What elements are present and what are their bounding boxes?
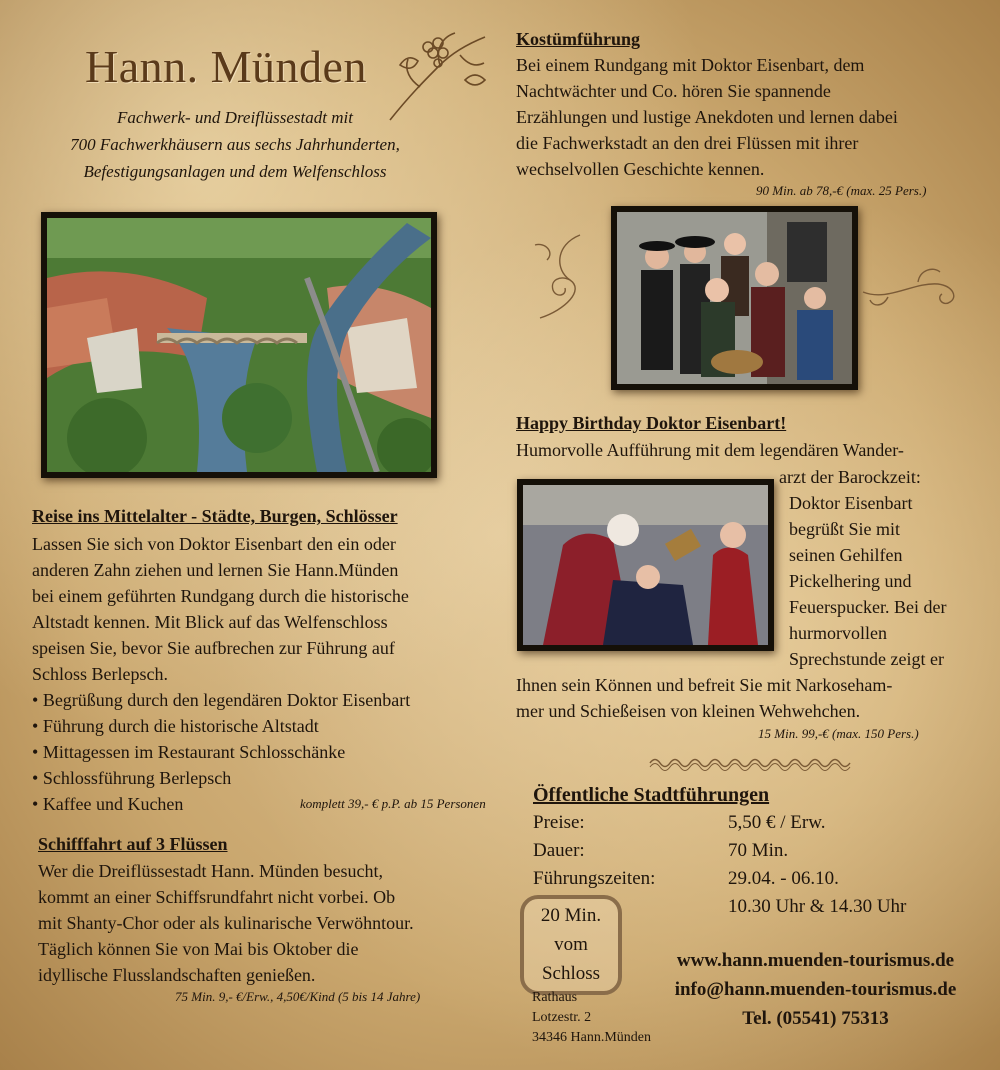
kostuem-price-note: 90 Min. ab 78,-€ (max. 25 Pers.) [756, 183, 927, 198]
badge-line: 20 Min. [540, 905, 602, 926]
address-line: 34346 Hann.Münden [532, 1030, 651, 1045]
text-line: Erzählungen und lustige Anekdoten und lernen dabei [516, 107, 898, 127]
contact-block [648, 946, 983, 1033]
schifffahrt-price-note: 75 Min. 9,- €/Erw., 4,50€/Kind (5 bis 14 Jahre) [175, 989, 421, 1004]
list-item: • Begrüßung durch den legendären Doktor Eisenbart [32, 687, 502, 713]
birthday-price-note: 15 Min. 99,-€ (max. 150 Pers.) [758, 726, 919, 741]
address-line: Rathaus [532, 990, 578, 1005]
text-line: Feuerspucker. Bei der [789, 597, 947, 617]
text-line: Ihnen sein Können und befreit Sie mit Narkoseham- [516, 675, 893, 695]
text-line: hurmorvollen [789, 623, 887, 643]
page-title: Hann. Münden [85, 41, 367, 92]
row-value: 70 Min. [728, 840, 789, 861]
text-line: Schloss Berlepsch. [32, 664, 168, 684]
website-link[interactable]: www.hann.muenden-tourismus.de [676, 950, 955, 971]
list-item: • Kaffee und Kuchen [32, 791, 502, 817]
subtitle-line: Fachwerk- und Dreiflüssestadt mit [117, 108, 353, 127]
text-line: Lassen Sie sich von Doktor Eisenbart den ein oder [32, 534, 396, 554]
text-line: bei einem geführten Rundgang durch die historische [32, 586, 409, 606]
text-line: kommt an einer Schiffsrundfahrt nicht vorbei. Ob [38, 887, 396, 907]
text-line: Altstadt kennen. Mit Blick auf das Welfenschloss [32, 612, 388, 632]
address-block [532, 988, 651, 1048]
scroll-flourish-right-icon [858, 262, 968, 312]
text-line: Täglich können Sie von Mai bis Oktober die [38, 939, 359, 959]
text-line: Sprechstunde zeigt er [789, 649, 944, 669]
text-line: idyllische Flusslandschaften genießen. [38, 965, 316, 985]
text-line: arzt der Barockzeit: [779, 467, 921, 487]
address-line: Lotzestr. 2 [532, 1010, 592, 1025]
text-line: Doktor Eisenbart [789, 493, 913, 513]
text-line: begrüßt Sie mit [789, 519, 900, 539]
wave-border-ornament-icon [648, 755, 858, 771]
schifffahrt-heading: Schifffahrt auf 3 Flüssen [38, 834, 228, 854]
reise-price-note: komplett 39,- € p.P. ab 15 Personen [300, 796, 486, 811]
list-item: • Mittagessen im Restaurant Schlosschänke [32, 739, 502, 765]
birthday-first-line: Humorvolle Aufführung mit dem legendären Wander- [516, 440, 904, 460]
text-line: seinen Gehilfen [789, 545, 903, 565]
text-line: mer und Schießeisen von kleinen Wehwehchen. [516, 701, 861, 721]
table-row [533, 812, 906, 840]
birthday-tail-text [516, 672, 986, 724]
text-line: die Fachwerkstadt an den drei Flüssen mit ihrer [516, 133, 859, 153]
table-row [533, 840, 906, 868]
row-label: Führungszeiten: [533, 868, 656, 889]
email-link[interactable]: info@hann.muenden-tourismus.de [674, 979, 957, 1000]
row-label: Preise: [533, 812, 585, 833]
row-label: Dauer: [533, 840, 585, 861]
reise-heading: Reise ins Mittelalter - Städte, Burgen, Schlösser [32, 506, 398, 526]
aerial-town-photo [41, 212, 437, 478]
badge-line: vom [554, 934, 588, 955]
text-line: anderen Zahn ziehen und lernen Sie Hann.Münden [32, 560, 399, 580]
birthday-side-text [779, 464, 989, 672]
badge-line: Schloss [541, 963, 601, 984]
scroll-flourish-left-icon [525, 230, 595, 325]
kostuem-text [516, 52, 986, 182]
list-item: • Führung durch die historische Altstadt [32, 713, 502, 739]
birthday-heading: Happy Birthday Doktor Eisenbart! [516, 413, 787, 433]
costume-group-photo [611, 206, 858, 390]
text-line: mit Shanty-Chor oder als kulinarische Verwöhntour. [38, 913, 414, 933]
text-line: speisen Sie, bevor Sie aufbrechen zur Führung auf [32, 638, 395, 658]
text-line: Bei einem Rundgang mit Doktor Eisenbart, dem [516, 55, 865, 75]
text-line: Nachtwächter und Co. hören Sie spannende [516, 81, 831, 101]
schifffahrt-text [38, 858, 508, 988]
public-tours-heading: Öffentliche Stadtführungen [533, 784, 770, 806]
text-line: wechselvollen Geschichte kennen. [516, 159, 765, 179]
row-value: 5,50 € / Erw. [728, 812, 826, 833]
distance-badge [520, 895, 622, 995]
list-item: • Schlossführung Berlepsch [32, 765, 502, 791]
table-row [533, 868, 906, 896]
reise-text [32, 531, 502, 817]
text-line: Pickelhering und [789, 571, 912, 591]
phone-number: Tel. (05541) 75313 [742, 1008, 889, 1029]
text-line: Wer die Dreiflüssestadt Hann. Münden besucht, [38, 861, 383, 881]
subtitle-line: 700 Fachwerkhäusern aus sechs Jahrhunderten, [70, 135, 400, 154]
birthday-play-photo [517, 479, 774, 651]
page-subtitle [30, 104, 440, 185]
subtitle-line: Befestigungsanlagen und dem Welfenschloss [83, 162, 387, 181]
kostuem-heading: Kostümführung [516, 29, 641, 49]
row-value: 10.30 Uhr & 14.30 Uhr [728, 896, 907, 917]
row-value: 29.04. - 06.10. [728, 868, 839, 889]
